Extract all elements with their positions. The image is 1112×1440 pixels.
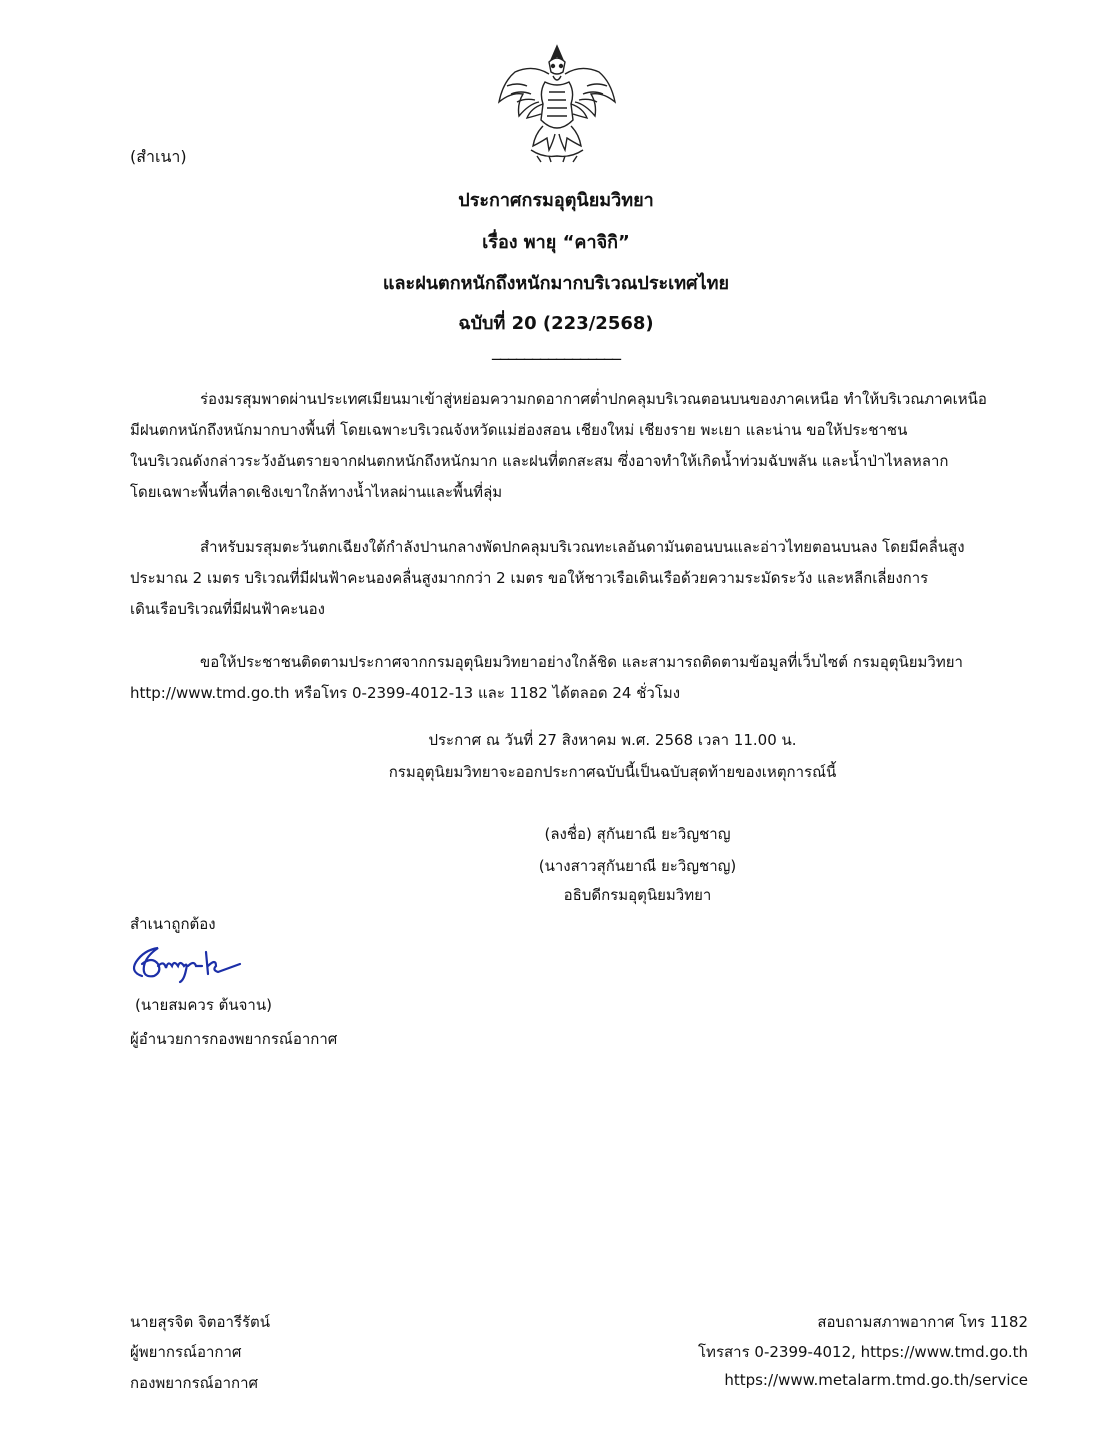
paragraph-line: เดินเรือบริเวณที่มีฝนฟ้าคะนอง [130,600,325,618]
footer-author-role: ผู้พยากรณ์อากาศ [130,1343,242,1361]
signatory-position: อธิบดีกรมอุตุนิยมวิทยา [563,886,712,904]
paragraph-line: มีฝนตกหนักถึงหนักมากบางพื้นที่ โดยเฉพาะบริเวณจังหวัดแม่ฮ่องสอน เชียงใหม่ เชียงราย พะเยา และน่าน ขอให้ประชาชน [130,421,908,439]
paragraph-line: ขอให้ประชาชนติดตามประกาศจากกรมอุตุนิยมวิทยาอย่างใกล้ชิด และสามารถติดตามข้อมูลที่เว็บไซต์ กรมอุตุนิยมวิทยา [200,653,963,671]
footer-metalarm-link[interactable]: https://www.metalarm.tmd.go.th/service [724,1371,1028,1389]
garuda-emblem-icon [493,42,621,164]
paragraph-line: สำหรับมรสุมตะวันตกเฉียงใต้กำลังปานกลางพัดปกคลุมบริเวณทะเลอันดามันตอนบนและอ่าวไทยตอนบนลง โดยมีคลื่นสูง [200,538,965,556]
final-notice: กรมอุตุนิยมวิทยาจะออกประกาศฉบับนี้เป็นฉบับสุดท้ายของเหตุการณ์นี้ [388,763,837,781]
paragraph-line: โดยเฉพาะพื้นที่ลาดเชิงเขาใกล้ทางน้ำไหลผ่านและพื้นที่ลุ่ม [130,483,503,501]
paragraph-rain-warning [130,384,998,508]
signatory-signed: (ลงชื่อ) สุกันยาณี ยะวิญชาญ [544,825,731,843]
subject-line: เรื่อง พายุ “คาจิกิ” [482,232,630,253]
certifier-position: ผู้อำนวยการกองพยากรณ์อากาศ [130,1030,338,1048]
footer-author-name: นายสุรจิต จิตอารีรัตน์ [130,1313,271,1331]
paragraph-line: ในบริเวณดังกล่าวระวังอันตรายจากฝนตกหนักถึงหนักมาก และฝนที่ตกสะสม ซึ่งอาจทำให้เกิดน้ำท่วมฉับพลัน และน้ำป่าไหลหลาก [130,452,949,470]
paragraph-contact [130,647,998,709]
footer-author-division: กองพยากรณ์อากาศ [130,1374,259,1392]
footer-hotline: สอบถามสภาพอากาศ โทร 1182 [817,1313,1028,1331]
certified-copy-label: สำเนาถูกต้อง [130,915,216,933]
paragraph-line: ประมาณ 2 เมตร บริเวณที่มีฝนฟ้าคะนองคลื่นสูงมากกว่า 2 เมตร ขอให้ชาวเรือเดินเรือด้วยความระมัดระวัง และหลีกเลี่ยงการ [130,569,929,587]
subject-line-2: และฝนตกหนักถึงหนักมากบริเวณประเทศไทย [382,273,730,294]
paragraph-monsoon [130,532,998,625]
paragraph-line: http://www.tmd.go.th หรือโทร 0-2399-4012-13 และ 1182 ได้ตลอด 24 ชั่วโมง [130,684,681,702]
title-separator: ________________ [492,340,620,361]
copy-label: (สำเนา) [130,147,187,166]
certifier-name: (นายสมควร ต้นจาน) [135,996,272,1014]
signatory-name: (นางสาวสุกันยาณี ยะวิญชาญ) [538,857,737,875]
document-title: ประกาศกรมอุตุนิยมวิทยา [458,190,654,211]
signature-icon [128,936,246,988]
issue-number: ฉบับที่ 20 (223/2568) [458,313,654,334]
footer-fax-website: โทรสาร 0-2399-4012, https://www.tmd.go.th [698,1343,1028,1361]
announce-date: ประกาศ ณ วันที่ 27 สิงหาคม พ.ศ. 2568 เวลา 11.00 น. [428,731,797,749]
paragraph-line: ร่องมรสุมพาดผ่านประเทศเมียนมาเข้าสู่หย่อมความกดอากาศต่ำปกคลุมบริเวณตอนบนของภาคเหนือ ทำให้บริเวณภาคเหนือ [200,390,987,408]
